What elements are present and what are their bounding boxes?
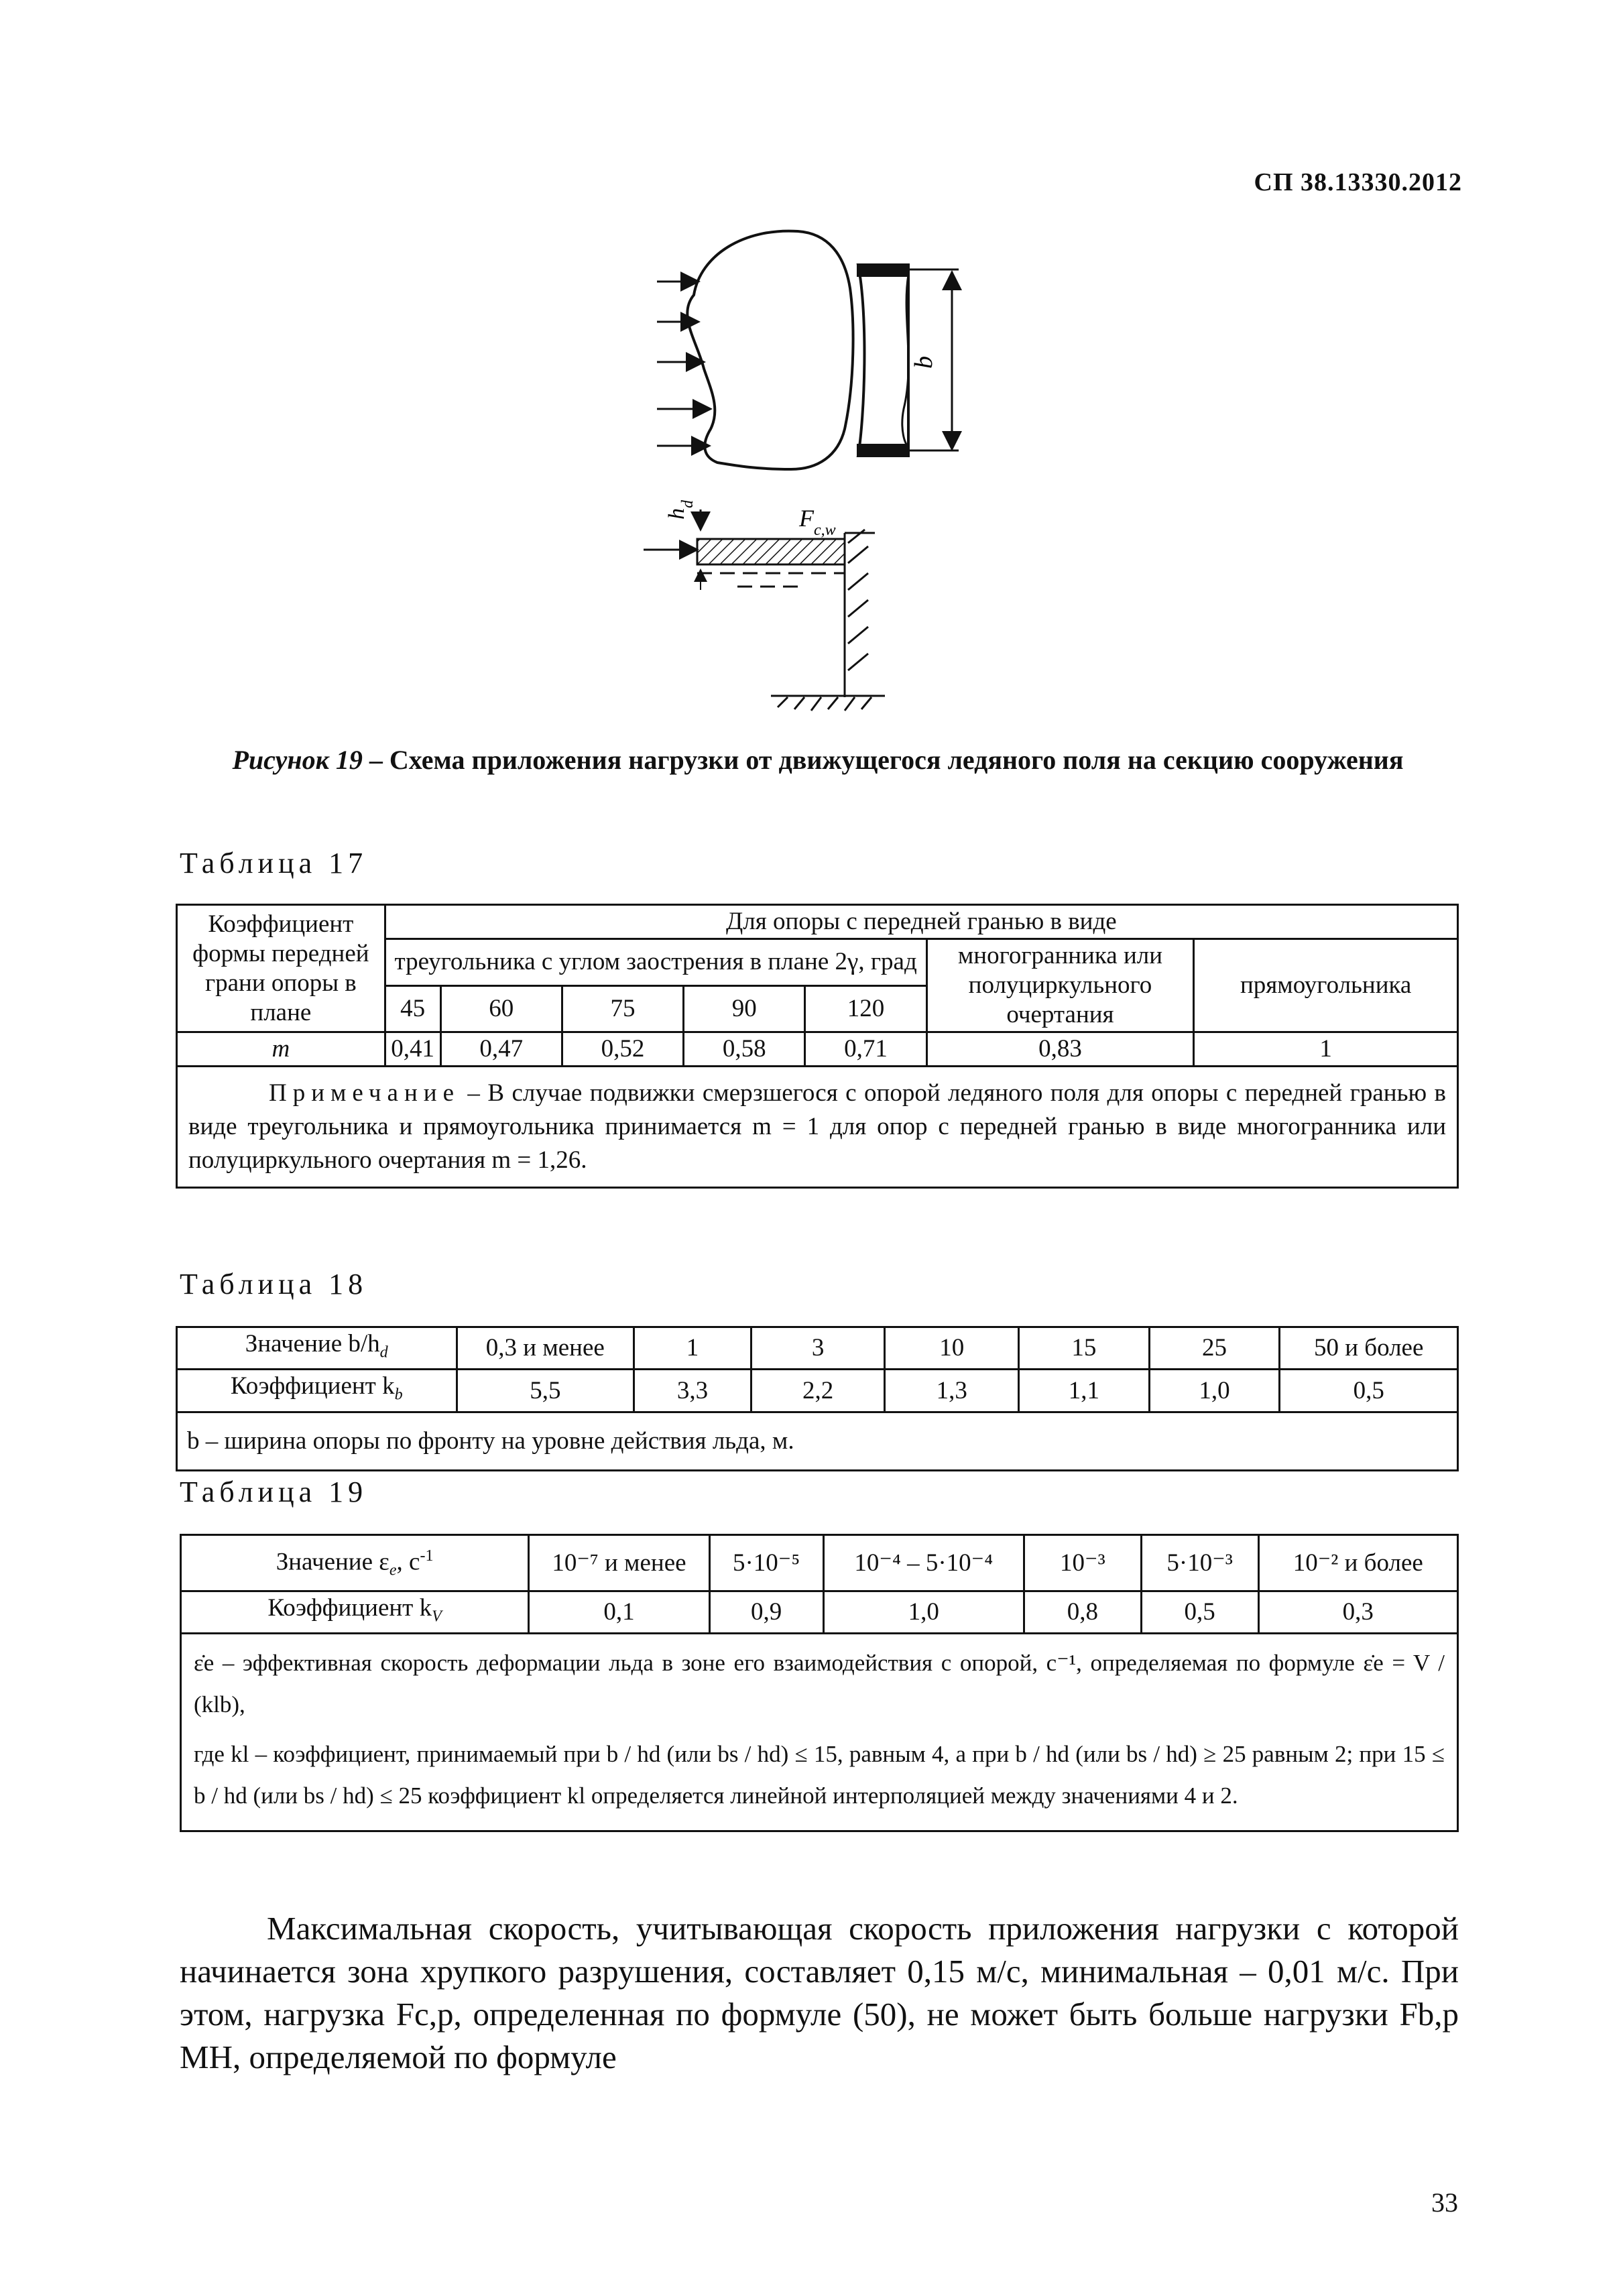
t19-cell: 5·10⁻³ [1141,1535,1258,1591]
t17-angle: 75 [562,985,683,1032]
ground-line [771,696,885,711]
label-hd: $h_d$ [664,500,697,520]
t17-note-prefix: Примечание [269,1079,460,1107]
table-18 [176,1326,1459,1471]
table-18-title: Таблица 18 [180,1268,368,1301]
t19-cell: 10⁻³ [1024,1535,1142,1591]
t19-cell: 0,1 [529,1591,710,1634]
t17-note-text: – В случае подвижки смерзшегося с опорой ледяного поля для опоры с передней гранью в виде треугольника и прямоугольника принимается m = 1 для опор с передней гранью в виде многогранника или полуциркульного очертания m = 1,26. [188,1079,1446,1174]
t17-angle: 120 [805,985,926,1032]
page-number: 33 [1431,2187,1458,2218]
structure-wall [845,530,875,697]
table-19-title: Таблица 19 [180,1475,368,1508]
label-b: b [910,356,938,369]
t17-m-value: 0,58 [684,1032,805,1067]
t18-cell: 3,3 [634,1370,752,1412]
t17-m-value: 0,71 [805,1032,926,1067]
t18-cell: 50 и более [1280,1327,1458,1370]
t17-angle: 45 [385,985,440,1032]
t19-cell: 10⁻² и более [1258,1535,1457,1591]
table-19 [180,1534,1459,1832]
t17-m-value: 1 [1194,1032,1458,1067]
ice-load-scheme [637,215,985,751]
t19-cell: 10⁻⁷ и менее [529,1535,710,1591]
t19-note-definition: ε̇e – эффективная скорость деформации льда в зоне его взаимодействия с опорой, с⁻¹, определяемая по формуле ε̇e = V / (klb), [194,1650,1445,1718]
t18-cell: 0,5 [1280,1370,1458,1412]
t18-cell: 5,5 [457,1370,634,1412]
t19-cell: 1,0 [823,1591,1024,1634]
t18-cell: 3 [751,1327,885,1370]
table-17-title: Таблица 17 [180,847,368,880]
t17-angle: 90 [684,985,805,1032]
ice-sheet-section [697,539,845,564]
t19-row2-label: Коэффициент $k_V$ [181,1591,529,1634]
paragraph-text: Максимальная скорость, учитывающая скорость приложения нагрузки с которой начинается зона хрупкого разрушения, составляет 0,15 м/с, минимальная – 0,01 м/с. При этом, нагрузка Fc,p, определенная по формуле (50), не может быть больше нагрузки Fb,p МН, определяемой по формуле [180,1910,1459,2075]
t17-polygon-header: многогранника или полуциркульного очертания [926,939,1194,1032]
t18-cell: 10 [885,1327,1019,1370]
t17-m-value: 0,83 [926,1032,1194,1067]
t19-cell: 10⁻⁴ – 5·10⁻⁴ [823,1535,1024,1591]
t18-cell: 25 [1149,1327,1280,1370]
label-fcw: $F_{c,w}$ [799,505,836,539]
caption-text: – Схема приложения нагрузки от движущегося ледяного поля на секцию сооружения [362,745,1404,775]
t18-cell: 1 [634,1327,752,1370]
t17-m-value: 0,47 [440,1032,562,1067]
ice-floe-outline [687,231,853,469]
t17-triangle-header: треугольника с углом заострения в плане 2γ, град [385,939,926,986]
t18-row2-label: Коэффициент $k_b$ [177,1370,457,1412]
t18-cell: 1,3 [885,1370,1019,1412]
t17-m-label: m [177,1032,385,1067]
t17-angle: 60 [440,985,562,1032]
t17-m-value: 0,52 [562,1032,683,1067]
body-paragraph [180,1907,1459,2079]
t18-note: b – ширина опоры по фронту на уровне действия льда, м. [177,1412,1458,1470]
t17-row-header: Коэффициент формы передней грани опоры в плане [177,905,385,1032]
t18-cell: 2,2 [751,1370,885,1412]
t18-cell: 1,1 [1019,1370,1150,1412]
structure-plan [858,265,908,456]
t19-cell: 0,8 [1024,1591,1142,1634]
t19-cell: 5·10⁻⁵ [709,1535,823,1591]
t19-cell: 0,9 [709,1591,823,1634]
t19-note [181,1634,1458,1831]
t19-row1-label: Значение $\varepsilon_e$, $с^{-1}$ [181,1535,529,1591]
t17-m-value: 0,41 [385,1032,440,1067]
t18-cell: 0,3 и менее [457,1327,634,1370]
t19-cell: 0,5 [1141,1591,1258,1634]
t18-cell: 1,0 [1149,1370,1280,1412]
t19-note-explanation: где kl – коэффициент, принимаемый при b / hd (или bs / hd) ≤ 15, равным 4, а при b / hd (или bs / hd) ≥ 25 равным 2; при 15 ≤ b / hd (или bs / hd) ≤ 25 коэффициент kl определяется линейной интерполяцией между значениями 4 и 2. [194,1741,1445,1809]
t17-note [177,1067,1458,1188]
t18-cell: 15 [1019,1327,1150,1370]
caption-prefix: Рисунок 19 [232,745,363,775]
figure-caption [201,743,1435,778]
t17-group-header: Для опоры с передней гранью в виде [385,905,1457,939]
table-17 [176,904,1459,1189]
t17-rect-header: прямоугольника [1194,939,1458,1032]
t18-row1-label: Значение $b/h_d$ [177,1327,457,1370]
t19-cell: 0,3 [1258,1591,1457,1634]
document-code: СП 38.13330.2012 [1254,168,1462,196]
figure-19-diagram [637,215,985,751]
